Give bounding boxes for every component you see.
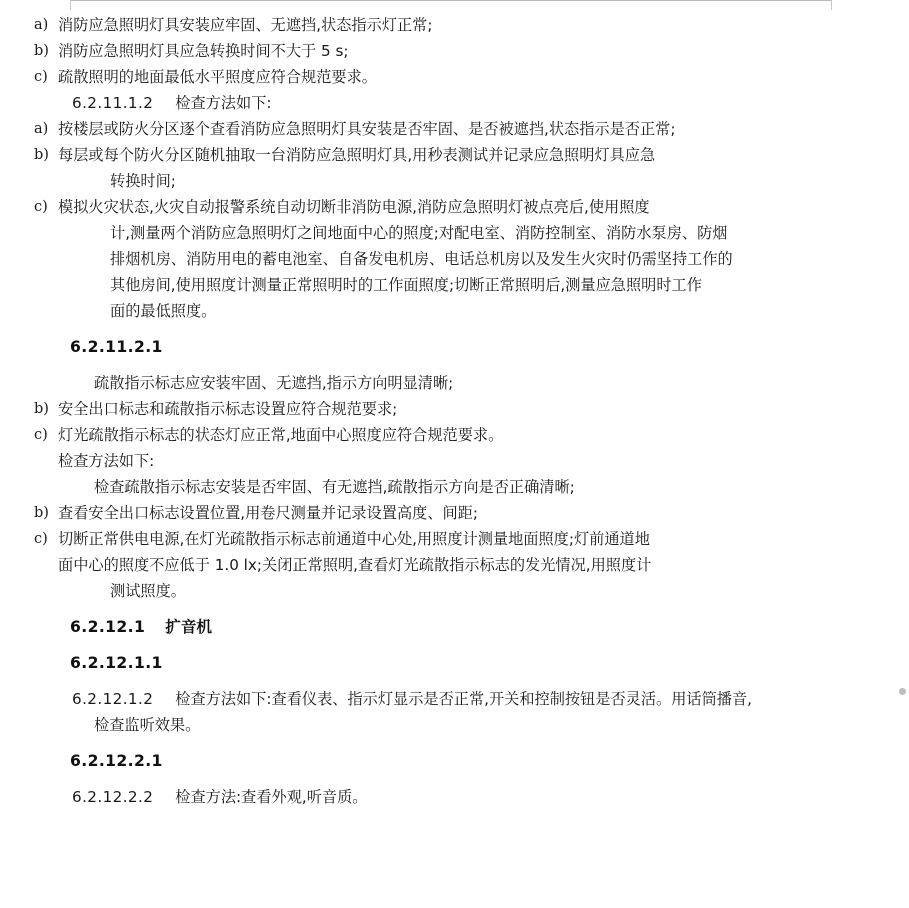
list-marker: c) (34, 531, 48, 547)
list-item (0, 396, 909, 422)
continuation-line: 计,测量两个消防应急照明灯之间地面中心的照度;对配电室、消防控制室、消防水泵房、防烟 (110, 224, 728, 242)
list-text: 安全出口标志和疏散指示标志设置应符合规范要求; (58, 400, 398, 418)
list-marker: c) (34, 69, 48, 85)
document-content (0, 12, 909, 810)
continuation-line: 排烟机房、消防用电的蓄电池室、自备发电机房、电话总机房以及发生火灾时仍需坚持工作的 (110, 250, 733, 268)
list-item (0, 12, 909, 38)
section-heading (0, 650, 909, 676)
clause-text: 检查监听效果。 (94, 716, 201, 734)
section-heading (0, 748, 909, 774)
clause-text: 检查疏散指示标志安装是否牢固、有无遮挡,疏散指示方向是否正确清晰; (94, 478, 575, 496)
heading-number: 6.2.11.2.1 (70, 338, 163, 356)
list-text: 切断正常供电电源,在灯光疏散指示标志前通道中心处,用照度计测量地面照度;灯前通道地 (58, 530, 650, 548)
clause-number: 6.2.12.2.2 (72, 788, 154, 806)
continuation-line: 转换时间; (110, 172, 176, 190)
continuation-line: 面的最低照度。 (110, 302, 217, 320)
list-text: 每层或每个防火分区随机抽取一台消防应急照明灯具,用秒表测试并记录应急照明灯具应急 (58, 146, 656, 164)
clause-text: 检查方法如下: (175, 94, 272, 112)
list-text: 模拟火灾状态,火灾自动报警系统自动切断非消防电源,消防应急照明灯被点亮后,使用照度 (58, 198, 650, 216)
list-marker: a) (34, 121, 49, 137)
list-text: 按楼层或防火分区逐个查看消防应急照明灯具安装是否牢固、是否被遮挡,状态指示是否正常; (58, 120, 676, 138)
list-item (0, 142, 909, 168)
clause-paragraph (0, 784, 909, 810)
list-marker: b) (34, 505, 49, 521)
page-top-rule (70, 0, 832, 1)
section-heading (0, 614, 909, 640)
list-text: 查看安全出口标志设置位置,用卷尺测量并记录设置高度、间距; (58, 504, 479, 522)
heading-number: 6.2.12.1.1 (70, 654, 163, 672)
page-border-left-tick (70, 0, 71, 10)
continuation-line: 其他房间,使用照度计测量正常照明时的工作面照度;切断正常照明后,测量应急照明时工作 (110, 276, 702, 294)
clause-number: 6.2.11.1.2 (72, 94, 154, 112)
list-marker: b) (34, 43, 49, 59)
heading-number: 6.2.12.2.1 (70, 752, 163, 770)
list-marker: c) (34, 199, 48, 215)
clause-paragraph (0, 686, 909, 712)
list-text: 疏散照明的地面最低水平照度应符合规范要求。 (58, 68, 377, 86)
list-item (0, 64, 909, 90)
clause-number: 6.2.12.1.2 (72, 690, 154, 708)
heading-number: 6.2.12.1 (70, 618, 146, 636)
list-item (0, 448, 909, 474)
list-text: 消防应急照明灯具安装应牢固、无遮挡,状态指示灯正常; (58, 16, 433, 34)
list-marker: b) (34, 147, 49, 163)
clause-paragraph (0, 90, 909, 116)
heading-title: 扩音机 (165, 618, 213, 636)
list-marker: b) (34, 401, 49, 417)
list-item (0, 38, 909, 64)
list-item (0, 526, 909, 552)
list-marker: c) (34, 427, 48, 443)
list-text: 灯光疏散指示标志的状态灯应正常,地面中心照度应符合规范要求。 (58, 426, 504, 444)
list-marker: a) (34, 17, 49, 33)
continuation-line: 测试照度。 (110, 582, 186, 600)
clause-paragraph (0, 712, 909, 738)
clause-paragraph (0, 370, 909, 396)
list-item (0, 422, 909, 448)
list-item (0, 194, 909, 220)
list-text: 面中心的照度不应低于 1.0 lx;关闭正常照明,查看灯光疏散指示标志的发光情况,用照度计 (58, 556, 652, 574)
section-heading (0, 334, 909, 360)
list-text: 检查方法如下: (58, 452, 155, 470)
clause-paragraph (0, 474, 909, 500)
clause-text: 检查方法:查看外观,听音质。 (175, 788, 368, 806)
page-border-right-tick (831, 0, 832, 10)
scrollbar-thumb[interactable] (899, 688, 906, 695)
list-item (0, 552, 909, 578)
list-item (0, 116, 909, 142)
clause-text: 疏散指示标志应安装牢固、无遮挡,指示方向明显清晰; (94, 374, 454, 392)
list-item (0, 500, 909, 526)
list-text: 消防应急照明灯具应急转换时间不大于 5 s; (58, 42, 349, 60)
clause-text: 检查方法如下:查看仪表、指示灯显示是否正常,开关和控制按钮是否灵活。用话筒播音, (175, 690, 753, 708)
